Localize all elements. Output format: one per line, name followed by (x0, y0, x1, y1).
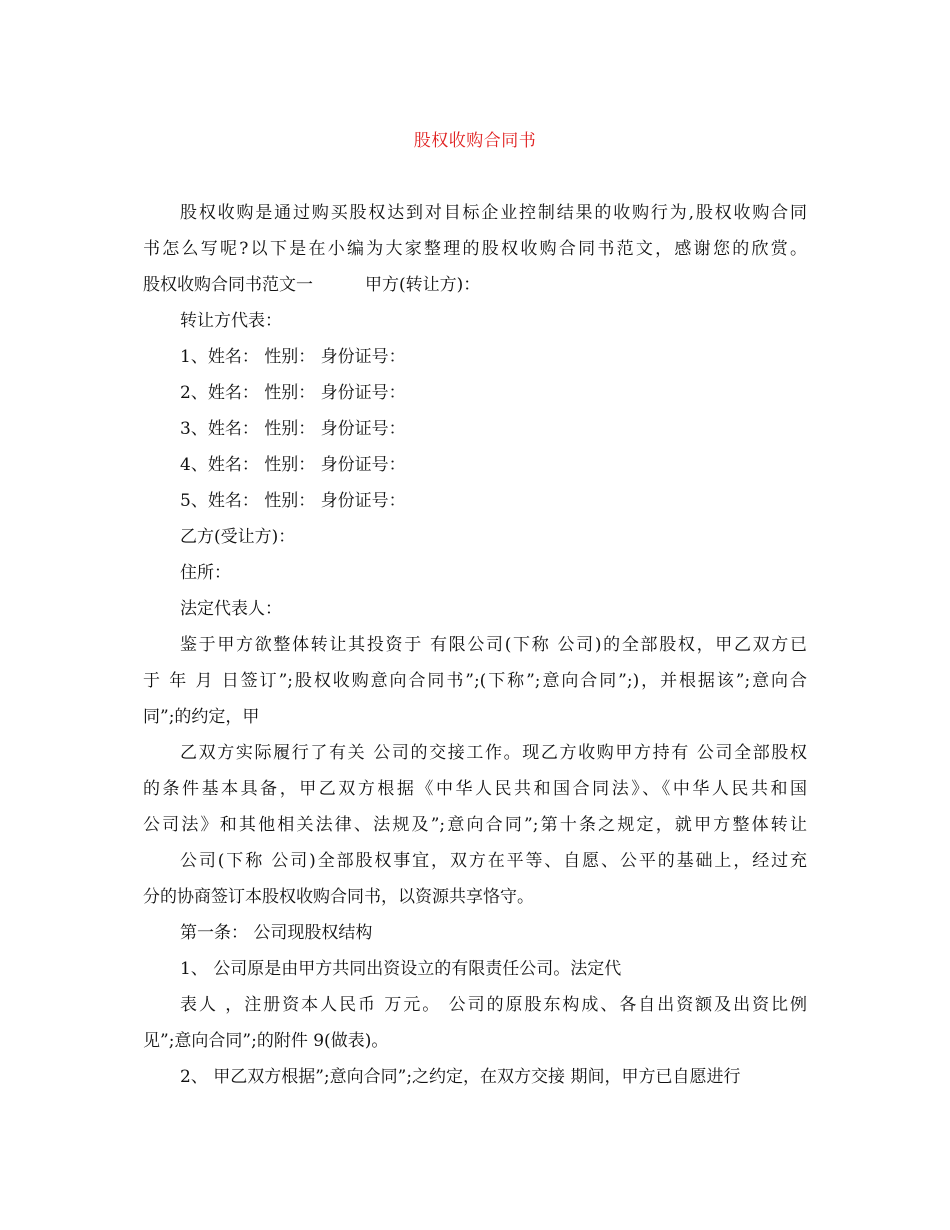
paragraph-line: 2、 甲乙双方根据”;意向合同”;之约定，在双方交接 期间，甲方已自愿进行 (180, 1067, 741, 1087)
paragraph-line: 转让方代表： (180, 311, 282, 331)
list-item: 4、姓名： 性别： 身份证号： (180, 455, 406, 475)
document-title: 股权收购合同书 (413, 131, 537, 151)
paragraph-line: 见”;意向合同”;的附件 9(做表)。 (143, 1031, 389, 1051)
paragraph-line: 1、 公司原是由甲方共同出资设立的有限责任公司。法定代 (180, 959, 622, 979)
paragraph-line: 于 年 月 日签订”;股权收购意向合同书”;(下称”;意向合同”;)，并根据该”;意向合 (143, 671, 807, 691)
paragraph-line: 公司法》和其他相关法律、法规及”;意向合同”;第十条之规定，就甲方整体转让 (143, 815, 807, 835)
paragraph-line: 乙方(受让方)： (180, 527, 296, 547)
paragraph-line: 表人 ，注册资本人民币 万元。 公司的原股东构成、各自出资额及出资比例 (180, 995, 807, 1015)
paragraph-line: 同”;的约定，甲 (143, 707, 260, 727)
paragraph-line: 鉴于甲方欲整体转让其投资于 有限公司(下称 公司)的全部股权，甲乙双方已 (180, 635, 807, 655)
document-body (143, 195, 807, 1095)
article-heading: 第一条： 公司现股权结构 (180, 923, 373, 943)
paragraph-line: 书怎么写呢?以下是在小编为大家整理的股权收购合同书范文，感谢您的欣赏。 (143, 239, 807, 259)
list-item: 5、姓名： 性别： 身份证号： (180, 491, 406, 511)
paragraph-line: 分的协商签订本股权收购合同书，以资源共享恪守。 (143, 887, 534, 907)
party-a-label: 甲方(转让方)： (365, 275, 481, 295)
paragraph-line: 法定代表人： (180, 599, 282, 619)
list-item: 1、姓名： 性别： 身份证号： (180, 347, 406, 367)
paragraph-line: 住所： (180, 563, 231, 583)
paragraph-line: 公司(下称 公司)全部股权事宜，双方在平等、自愿、公平的基础上，经过充 (180, 851, 807, 871)
paragraph-line: 乙双方实际履行了有关 公司的交接工作。现乙方收购甲方持有 公司全部股权 (180, 743, 807, 763)
section-heading: 股权收购合同书范文一 (143, 275, 313, 295)
paragraph-line: 的条件基本具备，甲乙双方根据《中华人民共和国合同法》、《中华人民共和国 (143, 779, 807, 799)
list-item: 3、姓名： 性别： 身份证号： (180, 419, 406, 439)
paragraph-line: 股权收购是通过购买股权达到对目标企业控制结果的收购行为,股权收购合同 (180, 203, 807, 223)
list-item: 2、姓名： 性别： 身份证号： (180, 383, 406, 403)
paragraph-line (143, 267, 807, 303)
